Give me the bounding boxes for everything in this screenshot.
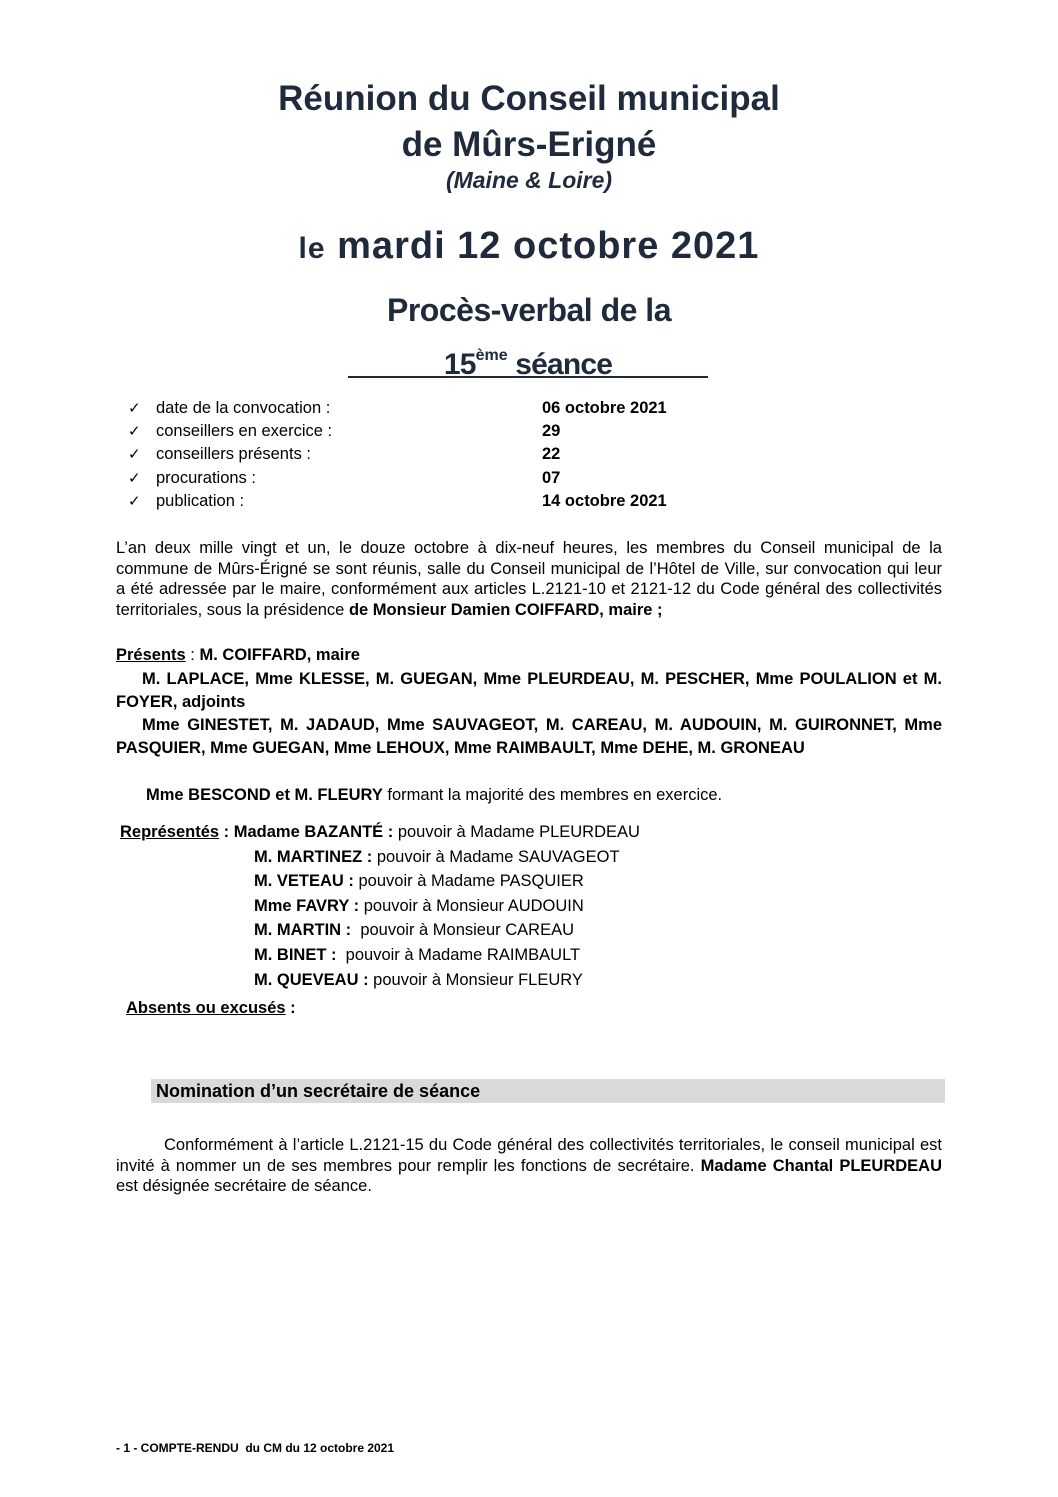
section-title: Nomination d’un secrétaire de séance (156, 1081, 481, 1101)
info-value: 29 (542, 422, 561, 441)
meeting-date (0, 222, 1058, 273)
absents-separator: : (285, 999, 296, 1017)
pv-word: séance (515, 348, 613, 381)
proxy-name: Madame BAZANTÉ : (233, 823, 394, 841)
checkmark-icon: ✓ (128, 446, 141, 464)
intro-president: de Monsieur Damien COIFFARD, maire ; (348, 600, 663, 619)
pv-number-suffix: ème (475, 347, 508, 364)
list-item (128, 467, 728, 490)
info-label: procurations : (156, 468, 256, 487)
pv-number: 15 (443, 348, 476, 381)
info-value: 07 (542, 468, 561, 487)
intro-text: L’an deux mille vingt et un, le douze octobre à dix-neuf heures, les membres du Conseil municipal de la commune de Mûrs-Érigné se sont réunis, salle du Conseil municipal de l’Hôtel de Ville, sur convocation qui leur a été adressée par le maire, conformément aux articles L.2121-10 et 2121-12 du Code général des collectivités territoriales, sous la présidence (116, 539, 942, 619)
presents-last-line (116, 784, 942, 807)
checkmark-icon: ✓ (128, 492, 141, 510)
list-item (120, 968, 820, 993)
presents-separator: : (185, 646, 200, 664)
representes-label: Représentés (120, 823, 220, 841)
proxy-name: Mme FAVRY : (254, 896, 360, 915)
page-footer: - 1 - COMPTE-RENDU du CM du 12 octobre 2021 (116, 1441, 395, 1455)
info-label: publication : (156, 491, 245, 510)
list-item (120, 820, 820, 845)
document-title-line1: Réunion du Conseil municipal (278, 79, 780, 118)
presents-label: Présents (116, 646, 186, 664)
list-item (120, 894, 820, 919)
presents-last-names: Mme BESCOND et M. FLEURY (146, 786, 383, 804)
date-prefix: le (298, 232, 326, 265)
presents-maire: M. COIFFARD, maire (199, 646, 360, 664)
pv-title-line2 (348, 336, 708, 381)
list-item (120, 845, 820, 870)
info-label: date de la convocation : (156, 399, 331, 417)
representes-list (120, 820, 820, 992)
representes-heading (120, 820, 640, 845)
info-label: conseillers en exercice : (156, 422, 333, 441)
info-label: conseillers présents : (156, 445, 311, 464)
meeting-info-list (128, 397, 728, 513)
presents-adjoints: M. LAPLACE, Mme KLESSE, M. GUEGAN, Mme PLEURDEAU, M. PESCHER, Mme POULALION et M. FOYER, adjoints (116, 670, 942, 711)
proxy-text: pouvoir à Monsieur AUDOUIN (359, 896, 584, 915)
proxy-text: pouvoir à Monsieur FLEURY (368, 970, 583, 989)
presents-last-text: formant la majorité des membres en exercice. (382, 786, 723, 804)
intro-paragraph (116, 538, 942, 620)
info-value: 14 octobre 2021 (542, 491, 667, 510)
proxy-name: M. BINET : (254, 945, 337, 964)
presents-heading (116, 644, 942, 667)
pv-title-line1: Procès-verbal de la (387, 292, 671, 328)
nomination-text-end: est désignée secrétaire de séance. (116, 1177, 372, 1195)
checkmark-icon: ✓ (128, 400, 141, 417)
list-item (128, 443, 728, 466)
proxy-text: pouvoir à Madame PLEURDEAU (393, 823, 640, 841)
info-value: 06 octobre 2021 (542, 399, 667, 417)
proxy-text: pouvoir à Madame SAUVAGEOT (372, 847, 620, 866)
presents-conseillers: Mme GINESTET, M. JADAUD, Mme SAUVAGEOT, M. CAREAU, M. AUDOUIN, M. GUIRONNET, Mme PASQUIER, Mme GUEGAN, Mme LEHOUX, Mme RAIMBAULT, Mme DEHE, M. GRONEAU (116, 716, 942, 757)
checkmark-icon: ✓ (128, 469, 141, 487)
list-item (128, 397, 728, 420)
representes-separator: : (219, 823, 234, 841)
document-title-line2: de Mûrs-Erigné (401, 125, 657, 164)
proxy-name: M. MARTIN : (254, 921, 352, 940)
info-value: 22 (542, 445, 561, 464)
proxy-text: pouvoir à Madame RAIMBAULT (336, 945, 581, 964)
absents-heading (126, 996, 296, 1020)
date-value: mardi 12 octobre 2021 (337, 225, 760, 267)
list-item (120, 943, 820, 968)
list-item (128, 420, 728, 443)
nomination-text: Conformément à l’article L.2121-15 du Code général des collectivités territoriales, le conseil municipal est invité à nommer un de ses membres pour remplir les fonctions de secrétaire. (116, 1136, 942, 1175)
nomination-paragraph (116, 1135, 942, 1197)
proxy-name: M. QUEVEAU : (254, 970, 369, 989)
list-item (120, 869, 820, 894)
document-subtitle: (Maine & Loire) (445, 167, 613, 193)
proxy-name: M. VETEAU : (254, 872, 354, 891)
list-item (128, 490, 728, 513)
nomination-secretary: Madame Chantal PLEURDEAU (700, 1156, 942, 1175)
proxy-text: pouvoir à Monsieur CAREAU (351, 921, 574, 940)
proxy-name: M. MARTINEZ : (254, 847, 373, 866)
absents-label: Absents ou excusés (126, 999, 286, 1017)
proxy-text: pouvoir à Madame PASQUIER (353, 872, 584, 891)
checkmark-icon: ✓ (128, 423, 141, 441)
list-item (120, 918, 820, 943)
